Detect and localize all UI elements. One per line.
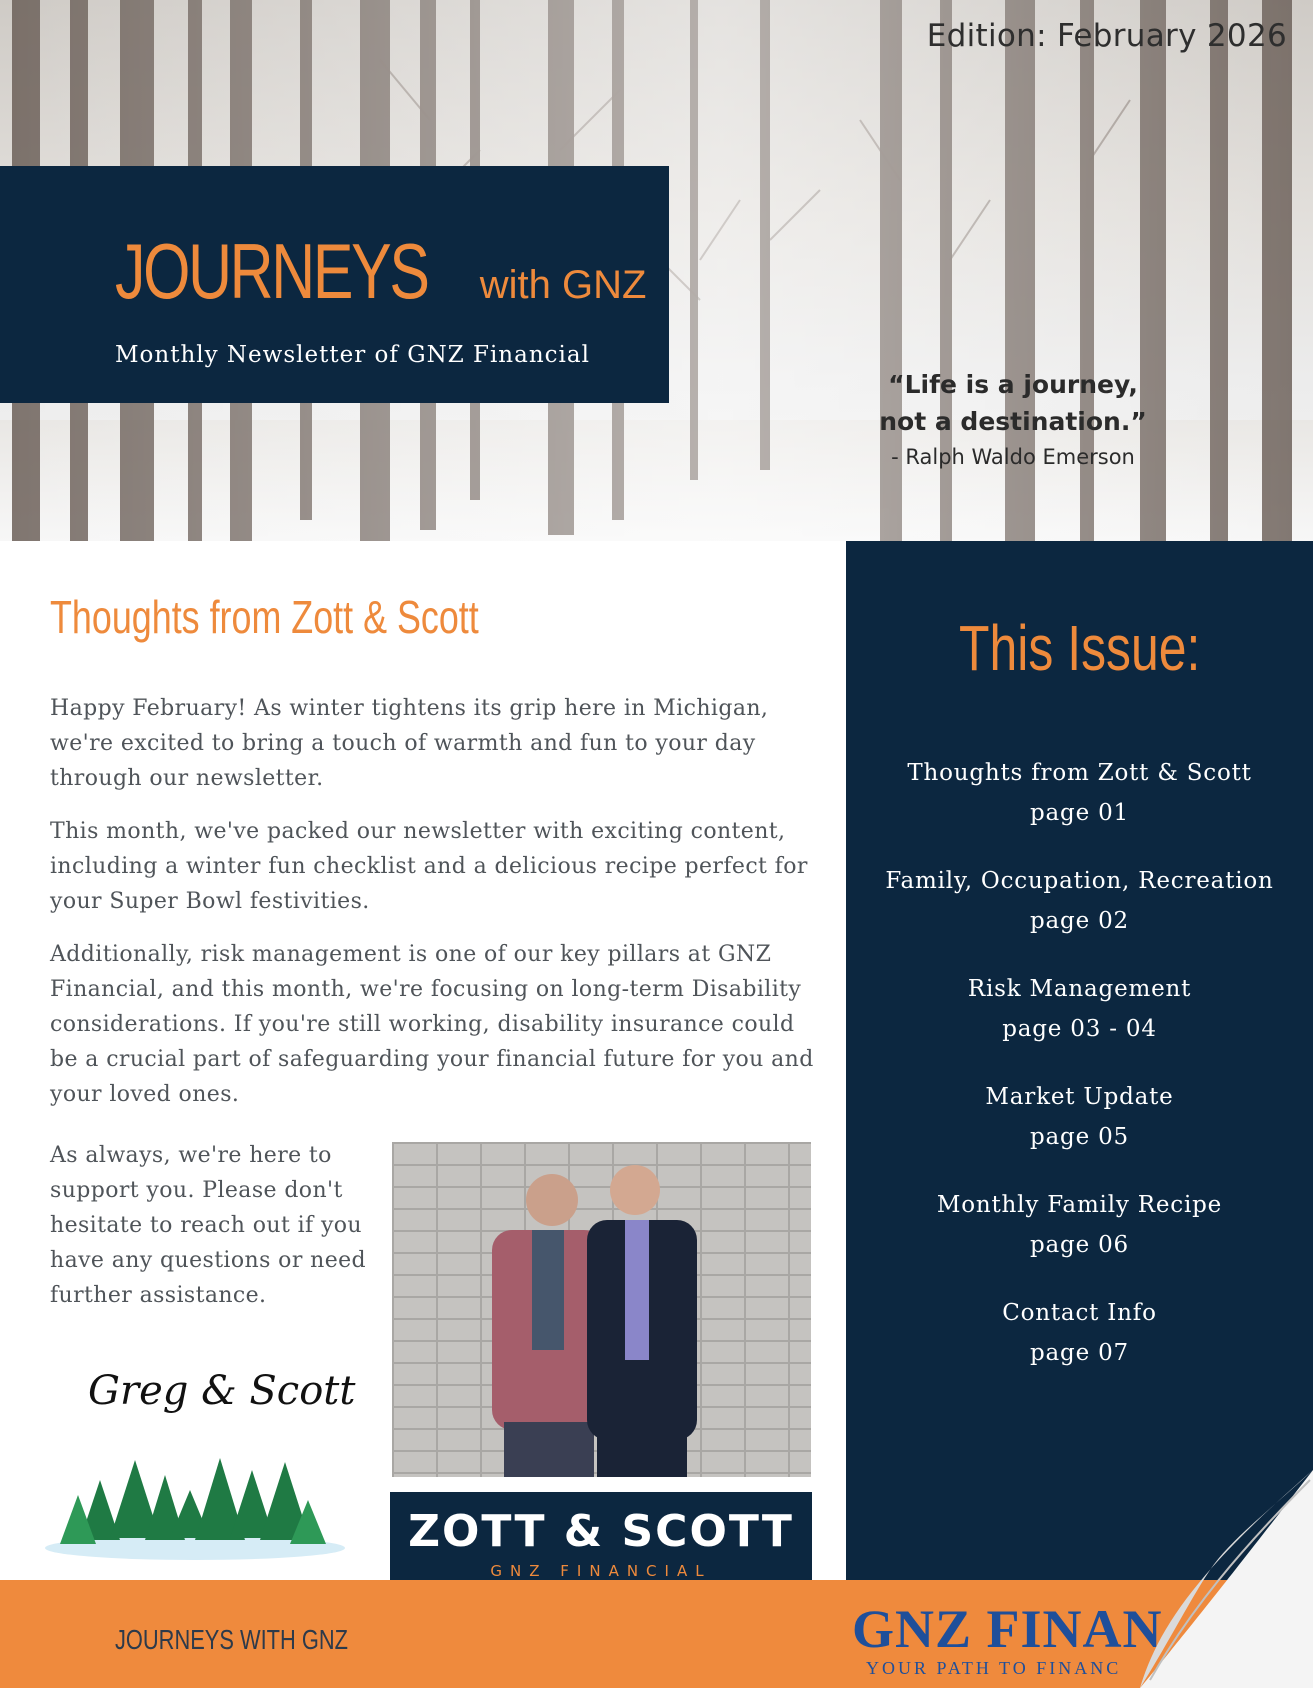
footer-bar	[0, 1580, 1313, 1688]
issue-title: This Issue:	[958, 612, 1201, 684]
signature: Greg & Scott	[88, 1368, 356, 1414]
toc-item-family[interactable]	[846, 861, 1313, 941]
page-curl-icon[interactable]	[1120, 1470, 1313, 1688]
toc-item-risk[interactable]	[846, 969, 1313, 1049]
toc-item-recipe[interactable]	[846, 1185, 1313, 1265]
toc-item-contact[interactable]	[846, 1293, 1313, 1373]
toc-item-label: Market Update	[985, 1084, 1174, 1110]
toc-item-label: Thoughts from Zott & Scott	[907, 760, 1252, 786]
quote-line-1: “Life is a journey,	[888, 370, 1138, 399]
toc-item-label: Risk Management	[967, 976, 1192, 1002]
gnz-tagline: YOUR PATH TO FINANC	[866, 1658, 1122, 1678]
gnz-financial-logo: GNZ FINAN	[852, 1599, 1163, 1659]
toc-item-page: page 07	[1030, 1340, 1129, 1366]
toc-item-label: Monthly Family Recipe	[936, 1192, 1223, 1218]
edition-label: Edition: February 2026	[926, 18, 1287, 54]
toc-item-label: Contact Info	[1002, 1300, 1157, 1326]
toc-item-thoughts[interactable]	[846, 753, 1313, 833]
toc-item-page: page 05	[1030, 1124, 1129, 1150]
footer-title: JOURNEYS WITH GNZ	[115, 1624, 348, 1655]
title-block	[0, 166, 669, 403]
quote-block	[863, 366, 1163, 474]
article-paragraph: Additionally, risk management is one of our key pillars at GNZ Financial, and this month, we're focusing on long-term Disability considerations. If you're still working, disability insurance could be a crucial part of safeguarding your financial future for you and your loved ones.	[50, 942, 814, 1107]
article-title: Thoughts from Zott & Scott	[50, 591, 479, 643]
pine-trees-illustration	[40, 1440, 350, 1560]
title-suffix-text: with GNZ	[479, 263, 647, 307]
quote-line-2: not a destination.”	[879, 407, 1147, 436]
logo-main-text: ZOTT & SCOTT	[408, 1506, 794, 1557]
article-paragraph: This month, we've packed our newsletter with exciting content, including a winter fun checklist and a delicious recipe perfect for your Super Bowl festivities.	[50, 819, 808, 914]
newsletter-subtitle: Monthly Newsletter of GNZ Financial	[115, 342, 590, 368]
hero-banner	[0, 0, 1313, 541]
logo-sub-text: GNZ FINANCIAL	[490, 1562, 712, 1580]
quote-author: - Ralph Waldo Emerson	[891, 445, 1135, 469]
toc-item-page: page 03 - 04	[1002, 1016, 1157, 1042]
toc-item-page: page 06	[1030, 1232, 1129, 1258]
title-main-text: JOURNEYS	[115, 227, 428, 315]
toc-item-page: page 02	[1030, 908, 1129, 934]
article-paragraph: Happy February! As winter tightens its grip here in Michigan, we're excited to bring a touch of warmth and fun to your day through our newsletter.	[50, 696, 769, 791]
issue-sidebar	[846, 541, 1313, 1580]
toc-item-label: Family, Occupation, Recreation	[885, 868, 1274, 894]
founders-photo	[392, 1142, 811, 1477]
table-of-contents	[846, 753, 1313, 1401]
toc-item-page: page 01	[1030, 800, 1129, 826]
toc-item-market[interactable]	[846, 1077, 1313, 1157]
article-paragraph: As always, we're here to support you. Please don't hesitate to reach out if you have any questions or need further assistance.	[50, 1143, 367, 1308]
newsletter-title	[115, 226, 646, 317]
